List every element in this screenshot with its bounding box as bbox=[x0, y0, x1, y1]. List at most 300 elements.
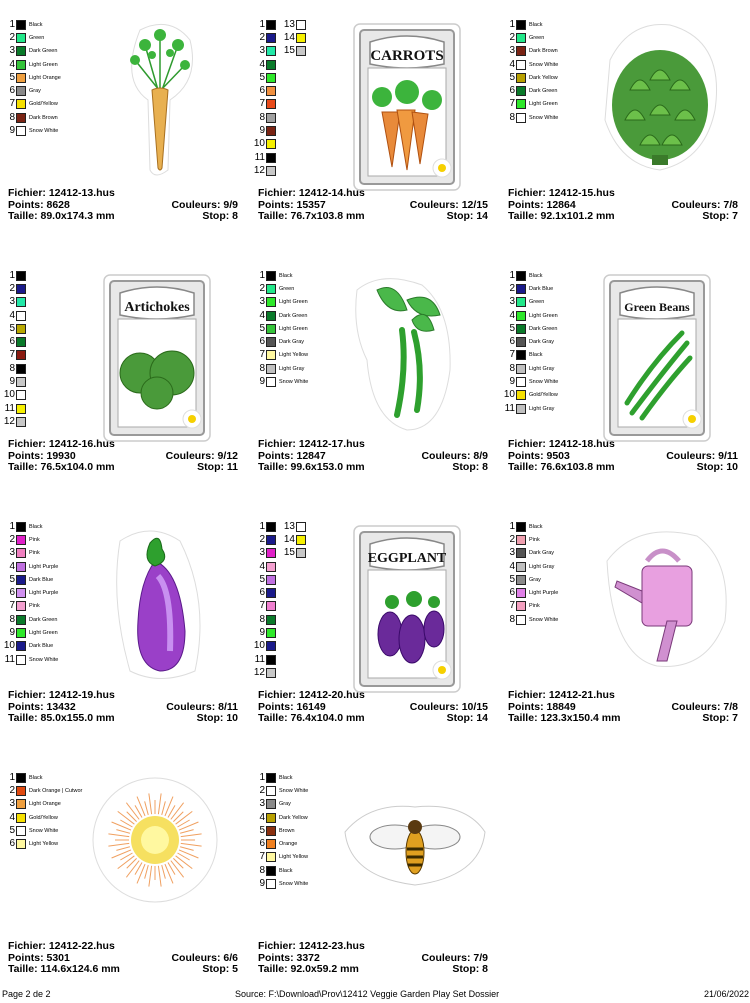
color-number: 4 bbox=[259, 560, 265, 572]
design-entry bbox=[500, 0, 745, 240]
color-name: Snow White bbox=[529, 114, 559, 121]
color-number: 14 bbox=[283, 31, 295, 43]
color-number: 5 bbox=[509, 71, 515, 83]
color-swatch bbox=[296, 522, 306, 532]
color-row bbox=[502, 560, 558, 573]
color-swatch bbox=[266, 826, 276, 836]
color-number: 4 bbox=[259, 58, 265, 70]
color-row bbox=[252, 31, 276, 44]
color-number: 7 bbox=[509, 600, 515, 612]
color-number: 5 bbox=[509, 322, 515, 334]
design-size: Taille: 114.6x124.6 mm bbox=[8, 963, 120, 975]
color-swatch bbox=[16, 417, 26, 427]
color-swatch bbox=[516, 86, 526, 96]
color-row bbox=[252, 600, 276, 613]
color-number: 2 bbox=[259, 282, 265, 294]
stitch-points: Points: 15357 bbox=[258, 198, 326, 211]
file-name: Fichier: 12412-14.hus bbox=[258, 187, 365, 199]
color-number: 4 bbox=[9, 560, 15, 572]
design-entry bbox=[250, 753, 495, 993]
color-name: Snow White bbox=[529, 61, 559, 68]
color-swatch bbox=[516, 99, 526, 109]
color-list bbox=[252, 269, 308, 389]
color-row bbox=[2, 560, 58, 573]
color-swatch bbox=[266, 628, 276, 638]
color-number: 2 bbox=[9, 784, 15, 796]
color-swatch bbox=[16, 799, 26, 809]
color-swatch bbox=[266, 126, 276, 136]
color-swatch bbox=[516, 562, 526, 572]
color-row bbox=[252, 798, 308, 811]
color-row bbox=[2, 58, 61, 71]
file-name: Fichier: 12412-15.hus bbox=[508, 187, 615, 199]
design-info bbox=[258, 188, 488, 223]
color-swatch bbox=[516, 337, 526, 347]
stop-count: Stop: 8 bbox=[202, 210, 238, 222]
color-name: Pink bbox=[29, 536, 40, 543]
color-row bbox=[2, 71, 61, 84]
color-name: Dark Gray bbox=[529, 339, 555, 346]
design-entry bbox=[500, 502, 745, 742]
color-name: Black bbox=[29, 523, 43, 530]
color-row bbox=[252, 111, 276, 124]
color-number: 8 bbox=[259, 613, 265, 625]
color-row bbox=[2, 124, 61, 137]
color-name: Snow White bbox=[29, 827, 59, 834]
color-number: 1 bbox=[9, 269, 15, 281]
color-row bbox=[252, 322, 308, 335]
color-name: Dark Green bbox=[529, 325, 558, 332]
color-name: Light Gray bbox=[529, 405, 555, 412]
color-swatch bbox=[516, 601, 526, 611]
color-number: 3 bbox=[509, 296, 515, 308]
color-row bbox=[252, 626, 276, 639]
color-row bbox=[252, 573, 276, 586]
seed-card-label: CARROTS bbox=[370, 48, 444, 64]
color-number: 8 bbox=[509, 613, 515, 625]
color-row bbox=[2, 533, 58, 546]
color-row bbox=[2, 613, 58, 626]
color-row bbox=[282, 18, 306, 31]
color-number: 7 bbox=[259, 600, 265, 612]
color-name: Gold/Yellow bbox=[29, 814, 58, 821]
color-number: 7 bbox=[259, 851, 265, 863]
stop-count: Stop: 10 bbox=[696, 461, 738, 473]
color-row bbox=[502, 45, 558, 58]
color-number: 1 bbox=[259, 520, 265, 532]
color-row bbox=[2, 798, 82, 811]
color-row bbox=[252, 811, 308, 824]
color-count: Couleurs: 7/9 bbox=[421, 951, 488, 964]
color-name: Black bbox=[279, 272, 293, 279]
color-name: Light Orange bbox=[29, 801, 61, 808]
color-row bbox=[502, 402, 558, 415]
stop-count: Stop: 8 bbox=[452, 963, 488, 975]
color-number: 5 bbox=[259, 824, 265, 836]
color-number: 5 bbox=[259, 573, 265, 585]
color-number: 6 bbox=[509, 85, 515, 97]
color-swatch bbox=[266, 113, 276, 123]
color-row bbox=[252, 349, 308, 362]
footer-page: Page 2 de 2 bbox=[2, 989, 51, 999]
design-size: Taille: 76.4x104.0 mm bbox=[258, 712, 365, 724]
color-number: 1 bbox=[259, 18, 265, 30]
color-row bbox=[2, 282, 26, 295]
color-swatch bbox=[16, 73, 26, 83]
color-swatch bbox=[266, 86, 276, 96]
color-row bbox=[2, 375, 26, 388]
color-number: 7 bbox=[509, 98, 515, 110]
color-name: Pink bbox=[29, 603, 40, 610]
footer-date: 21/06/2022 bbox=[704, 989, 750, 999]
stitch-points: Points: 12864 bbox=[508, 198, 576, 211]
design-info bbox=[508, 188, 738, 223]
color-name: Snow White bbox=[279, 379, 309, 386]
color-swatch bbox=[516, 522, 526, 532]
design-info bbox=[8, 690, 238, 725]
color-row bbox=[502, 98, 558, 111]
color-row bbox=[2, 349, 26, 362]
stitch-points: Points: 8628 bbox=[8, 198, 70, 211]
color-swatch bbox=[296, 46, 306, 56]
design-size: Taille: 76.6x103.8 mm bbox=[508, 461, 615, 473]
color-row bbox=[252, 375, 308, 388]
color-row bbox=[252, 164, 276, 177]
stop-count: Stop: 7 bbox=[702, 712, 738, 724]
color-name: Black bbox=[529, 21, 543, 28]
color-number: 13 bbox=[283, 520, 295, 532]
color-number: 5 bbox=[259, 71, 265, 83]
color-name: Pink bbox=[529, 603, 540, 610]
color-row bbox=[502, 613, 558, 626]
color-row bbox=[502, 309, 558, 322]
color-row bbox=[2, 389, 26, 402]
color-number: 4 bbox=[509, 309, 515, 321]
color-number: 6 bbox=[9, 336, 15, 348]
stitch-points: Points: 19930 bbox=[8, 449, 76, 462]
color-swatch bbox=[16, 655, 26, 665]
color-swatch bbox=[516, 350, 526, 360]
color-name: Gold/Yellow bbox=[29, 101, 58, 108]
color-count: Couleurs: 9/12 bbox=[165, 449, 238, 462]
design-entry bbox=[250, 502, 495, 742]
color-number: 2 bbox=[259, 784, 265, 796]
color-swatch bbox=[266, 655, 276, 665]
color-name: Light Green bbox=[29, 630, 58, 637]
color-swatch bbox=[266, 60, 276, 70]
color-number: 6 bbox=[259, 838, 265, 850]
color-swatch bbox=[16, 377, 26, 387]
color-number: 9 bbox=[509, 376, 515, 388]
design-size: Taille: 123.3x150.4 mm bbox=[508, 712, 621, 724]
color-count: Couleurs: 9/11 bbox=[666, 449, 738, 462]
color-count: Couleurs: 8/11 bbox=[166, 700, 238, 713]
color-list bbox=[502, 18, 558, 124]
color-swatch bbox=[266, 20, 276, 30]
color-number: 3 bbox=[259, 45, 265, 57]
color-swatch bbox=[266, 813, 276, 823]
color-swatch bbox=[266, 866, 276, 876]
color-number: 8 bbox=[509, 111, 515, 123]
color-count: Couleurs: 6/6 bbox=[171, 951, 238, 964]
file-name: Fichier: 12412-21.hus bbox=[508, 689, 615, 701]
design-size: Taille: 99.6x153.0 mm bbox=[258, 461, 365, 473]
color-swatch bbox=[16, 601, 26, 611]
color-number: 11 bbox=[254, 151, 265, 163]
color-swatch bbox=[266, 575, 276, 585]
color-swatch bbox=[266, 350, 276, 360]
color-swatch bbox=[266, 522, 276, 532]
color-swatch bbox=[266, 337, 276, 347]
color-row bbox=[502, 18, 558, 31]
color-name: Pink bbox=[29, 550, 40, 557]
color-name: Light Orange bbox=[29, 74, 61, 81]
color-swatch bbox=[16, 46, 26, 56]
color-row bbox=[502, 322, 558, 335]
design-info bbox=[258, 439, 488, 474]
seed-card-label: Green Beans bbox=[624, 300, 690, 314]
color-swatch bbox=[16, 826, 26, 836]
color-name: Light Yellow bbox=[279, 352, 309, 359]
color-number: 7 bbox=[259, 98, 265, 110]
color-swatch bbox=[266, 166, 276, 176]
color-name: Gray bbox=[279, 801, 291, 808]
color-swatch bbox=[266, 668, 276, 678]
color-list bbox=[2, 520, 58, 666]
color-row bbox=[2, 626, 58, 639]
color-row bbox=[252, 151, 276, 164]
color-row bbox=[252, 309, 308, 322]
color-name: Dark Yellow bbox=[279, 814, 308, 821]
color-swatch bbox=[516, 615, 526, 625]
color-row bbox=[502, 58, 558, 71]
color-number: 8 bbox=[9, 613, 15, 625]
color-number: 1 bbox=[509, 520, 515, 532]
color-swatch bbox=[16, 404, 26, 414]
stop-count: Stop: 11 bbox=[197, 461, 238, 473]
color-swatch bbox=[516, 20, 526, 30]
color-row bbox=[502, 349, 558, 362]
color-name: Snow White bbox=[529, 379, 559, 386]
color-number: 9 bbox=[259, 376, 265, 388]
embroidery-preview bbox=[100, 521, 220, 681]
color-row bbox=[502, 296, 558, 309]
design-entry bbox=[0, 0, 245, 240]
color-name: Black bbox=[529, 272, 543, 279]
color-swatch bbox=[516, 548, 526, 558]
color-name: Light Gray bbox=[529, 563, 555, 570]
color-number: 11 bbox=[254, 653, 265, 665]
color-swatch bbox=[16, 271, 26, 281]
color-swatch bbox=[266, 588, 276, 598]
color-list bbox=[2, 771, 82, 851]
design-size: Taille: 92.0x59.2 mm bbox=[258, 963, 359, 975]
color-number: 6 bbox=[9, 85, 15, 97]
color-swatch bbox=[16, 60, 26, 70]
color-row bbox=[252, 335, 308, 348]
color-name: Light Yellow bbox=[29, 841, 59, 848]
color-swatch bbox=[16, 33, 26, 43]
color-row bbox=[252, 282, 308, 295]
color-name: Light Purple bbox=[29, 563, 59, 570]
color-name: Dark Blue bbox=[29, 643, 54, 650]
color-number: 5 bbox=[9, 71, 15, 83]
color-swatch bbox=[16, 786, 26, 796]
stitch-points: Points: 3372 bbox=[258, 951, 320, 964]
color-row bbox=[252, 269, 308, 282]
color-name: Light Purple bbox=[29, 590, 59, 597]
color-row bbox=[252, 837, 308, 850]
color-row bbox=[502, 111, 558, 124]
color-number: 9 bbox=[259, 627, 265, 639]
color-swatch bbox=[16, 813, 26, 823]
color-swatch bbox=[266, 153, 276, 163]
color-swatch bbox=[266, 548, 276, 558]
color-swatch bbox=[266, 284, 276, 294]
embroidery-preview bbox=[352, 524, 462, 694]
color-number: 4 bbox=[9, 811, 15, 823]
color-swatch bbox=[16, 535, 26, 545]
color-name: Light Purple bbox=[529, 590, 559, 597]
color-swatch bbox=[266, 615, 276, 625]
color-name: Snow White bbox=[29, 656, 59, 663]
color-swatch bbox=[266, 297, 276, 307]
color-count: Couleurs: 12/15 bbox=[409, 198, 488, 211]
color-number: 1 bbox=[259, 269, 265, 281]
color-row bbox=[282, 533, 306, 546]
color-number: 2 bbox=[509, 282, 515, 294]
color-row bbox=[252, 520, 276, 533]
file-name: Fichier: 12412-18.hus bbox=[508, 438, 615, 450]
color-row bbox=[252, 362, 308, 375]
color-number: 11 bbox=[504, 402, 515, 414]
color-name: Dark Orange | Cutwor bbox=[29, 787, 83, 794]
color-swatch bbox=[266, 799, 276, 809]
color-number: 2 bbox=[259, 533, 265, 545]
color-row bbox=[502, 71, 558, 84]
color-swatch bbox=[266, 139, 276, 149]
file-name: Fichier: 12412-23.hus bbox=[258, 940, 365, 952]
color-name: Green bbox=[279, 285, 295, 292]
color-row bbox=[502, 362, 558, 375]
color-row bbox=[502, 520, 558, 533]
color-number: 3 bbox=[9, 45, 15, 57]
color-number: 2 bbox=[259, 31, 265, 43]
color-swatch bbox=[16, 575, 26, 585]
color-row bbox=[2, 335, 26, 348]
color-row bbox=[2, 600, 58, 613]
color-row bbox=[252, 18, 276, 31]
color-number: 7 bbox=[509, 349, 515, 361]
color-number: 2 bbox=[509, 31, 515, 43]
color-row bbox=[2, 98, 61, 111]
color-number: 14 bbox=[283, 533, 295, 545]
color-swatch bbox=[266, 773, 276, 783]
color-number: 4 bbox=[259, 309, 265, 321]
embroidery-preview bbox=[590, 20, 730, 180]
color-row bbox=[2, 653, 58, 666]
color-swatch bbox=[516, 364, 526, 374]
design-info bbox=[508, 439, 738, 474]
color-number: 8 bbox=[9, 111, 15, 123]
seed-card-label: Artichokes bbox=[124, 300, 190, 315]
color-name: Light Gray bbox=[279, 365, 305, 372]
color-name: Black bbox=[29, 774, 43, 781]
color-row bbox=[2, 811, 82, 824]
color-row bbox=[502, 389, 558, 402]
color-name: Snow White bbox=[529, 616, 559, 623]
color-row bbox=[252, 824, 308, 837]
color-number: 10 bbox=[503, 389, 515, 401]
color-row bbox=[502, 335, 558, 348]
color-number: 10 bbox=[3, 389, 15, 401]
color-number: 8 bbox=[509, 362, 515, 374]
stitch-points: Points: 16149 bbox=[258, 700, 326, 713]
color-row bbox=[2, 269, 26, 282]
seed-card-label: EGGPLANT bbox=[367, 551, 447, 566]
color-number: 3 bbox=[509, 45, 515, 57]
stop-count: Stop: 14 bbox=[446, 210, 488, 222]
color-number: 9 bbox=[9, 125, 15, 137]
color-number: 13 bbox=[283, 18, 295, 30]
embroidery-preview bbox=[352, 270, 467, 435]
color-list bbox=[2, 18, 61, 138]
color-number: 3 bbox=[509, 547, 515, 559]
color-name: Green bbox=[529, 34, 545, 41]
color-swatch bbox=[16, 641, 26, 651]
color-row bbox=[502, 573, 558, 586]
color-number: 7 bbox=[259, 349, 265, 361]
file-name: Fichier: 12412-17.hus bbox=[258, 438, 365, 450]
color-number: 6 bbox=[509, 587, 515, 599]
color-swatch bbox=[16, 773, 26, 783]
color-swatch bbox=[266, 377, 276, 387]
color-name: Dark Green bbox=[279, 312, 308, 319]
color-number: 8 bbox=[259, 111, 265, 123]
color-number: 11 bbox=[4, 653, 15, 665]
file-name: Fichier: 12412-19.hus bbox=[8, 689, 115, 701]
file-name: Fichier: 12412-22.hus bbox=[8, 940, 115, 952]
color-row bbox=[252, 45, 276, 58]
color-swatch bbox=[516, 588, 526, 598]
color-number: 2 bbox=[9, 533, 15, 545]
color-swatch bbox=[16, 548, 26, 558]
embroidery-preview bbox=[90, 772, 220, 912]
color-row bbox=[2, 837, 82, 850]
design-size: Taille: 92.1x101.2 mm bbox=[508, 210, 615, 222]
color-name: Dark Green bbox=[29, 616, 58, 623]
color-swatch bbox=[516, 311, 526, 321]
color-name: Pink bbox=[529, 536, 540, 543]
color-number: 5 bbox=[259, 322, 265, 334]
color-list bbox=[252, 771, 308, 891]
color-name: Orange bbox=[279, 841, 298, 848]
color-number: 2 bbox=[9, 282, 15, 294]
color-number: 4 bbox=[259, 811, 265, 823]
color-name: Light Gray bbox=[529, 365, 555, 372]
color-name: Dark Gray bbox=[279, 339, 305, 346]
color-swatch bbox=[16, 20, 26, 30]
color-number: 9 bbox=[9, 376, 15, 388]
color-swatch bbox=[296, 535, 306, 545]
color-swatch bbox=[16, 113, 26, 123]
color-number: 9 bbox=[259, 125, 265, 137]
color-name: Dark Brown bbox=[29, 114, 58, 121]
color-row bbox=[252, 586, 276, 599]
color-list bbox=[502, 269, 558, 415]
color-number: 7 bbox=[9, 600, 15, 612]
color-swatch bbox=[16, 562, 26, 572]
